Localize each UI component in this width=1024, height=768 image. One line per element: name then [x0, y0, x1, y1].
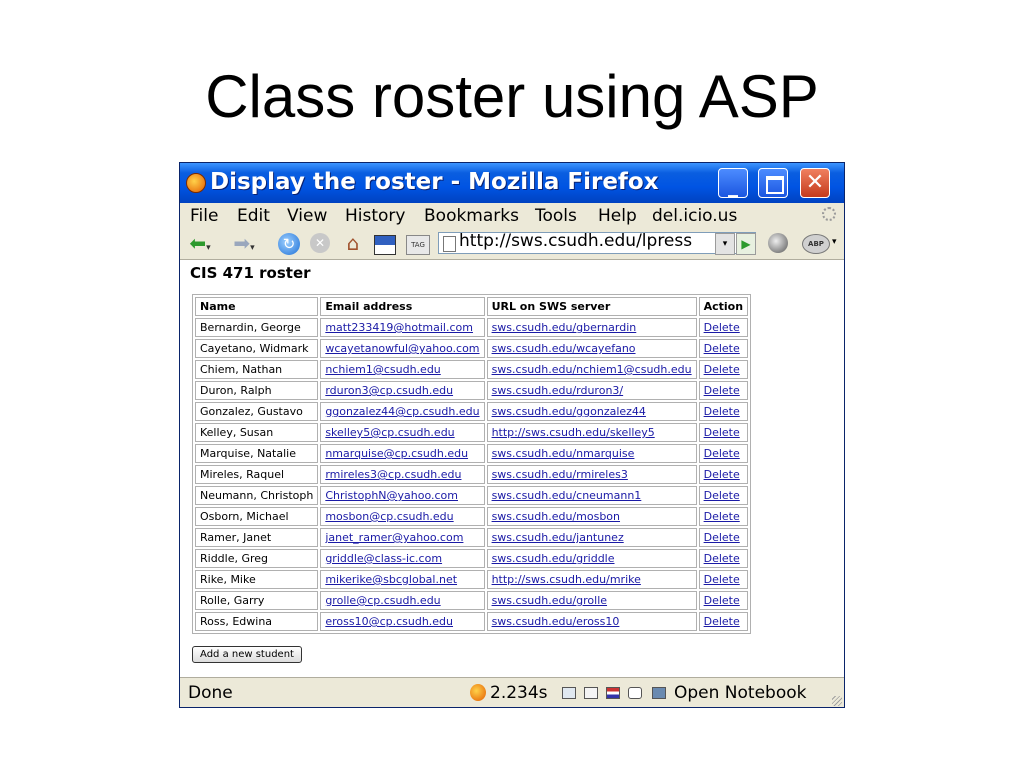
- cell-email-link[interactable]: nchiem1@csudh.edu: [320, 360, 484, 379]
- table-row: [195, 549, 748, 568]
- page-icon: [443, 236, 456, 252]
- delete-link[interactable]: Delete: [699, 423, 748, 442]
- delete-link[interactable]: Delete: [699, 507, 748, 526]
- bookmark-icon[interactable]: [374, 235, 396, 255]
- table-row: [195, 612, 748, 631]
- table-row: [195, 570, 748, 589]
- home-icon[interactable]: ⌂: [346, 231, 360, 255]
- resize-grip-icon[interactable]: [832, 696, 842, 706]
- menu-tools[interactable]: Tools: [535, 206, 577, 226]
- menu-file[interactable]: File: [190, 206, 219, 226]
- browser-window: [179, 162, 845, 708]
- cell-name: Kelley, Susan: [195, 423, 318, 442]
- column-header-action: Action: [699, 297, 748, 316]
- maximize-button[interactable]: [758, 168, 788, 198]
- table-row: [195, 339, 748, 358]
- delete-link[interactable]: Delete: [699, 402, 748, 421]
- title-bar[interactable]: [180, 163, 844, 203]
- page-content: [180, 260, 844, 677]
- reload-icon[interactable]: ↻: [278, 233, 300, 255]
- delete-link[interactable]: Delete: [699, 360, 748, 379]
- cell-url-link[interactable]: sws.csudh.edu/mosbon: [487, 507, 697, 526]
- delete-link[interactable]: Delete: [699, 465, 748, 484]
- cell-url-link[interactable]: sws.csudh.edu/ggonzalez44: [487, 402, 697, 421]
- table-row: [195, 591, 748, 610]
- cell-email-link[interactable]: matt233419@hotmail.com: [320, 318, 484, 337]
- cell-email-link[interactable]: mosbon@cp.csudh.edu: [320, 507, 484, 526]
- cell-url-link[interactable]: http://sws.csudh.edu/mrike: [487, 570, 697, 589]
- cell-name: Mireles, Raquel: [195, 465, 318, 484]
- cell-url-link[interactable]: sws.csudh.edu/nchiem1@csudh.edu: [487, 360, 697, 379]
- delete-link[interactable]: Delete: [699, 339, 748, 358]
- cell-url-link[interactable]: sws.csudh.edu/griddle: [487, 549, 697, 568]
- cell-email-link[interactable]: grolle@cp.csudh.edu: [320, 591, 484, 610]
- tag-icon[interactable]: TAG: [406, 235, 430, 255]
- table-header-row: [195, 297, 748, 316]
- menu-edit[interactable]: Edit: [237, 206, 270, 226]
- cell-name: Neumann, Christoph: [195, 486, 318, 505]
- notebook-icon[interactable]: [652, 687, 666, 699]
- menu-help[interactable]: Help: [598, 206, 637, 226]
- cell-name: Osborn, Michael: [195, 507, 318, 526]
- cell-email-link[interactable]: griddle@class-ic.com: [320, 549, 484, 568]
- open-notebook-link[interactable]: Open Notebook: [674, 683, 807, 703]
- url-input[interactable]: [438, 232, 756, 254]
- slide-title: Class roster using ASP: [205, 63, 819, 130]
- delete-link[interactable]: Delete: [699, 318, 748, 337]
- cell-email-link[interactable]: ChristophN@yahoo.com: [320, 486, 484, 505]
- stop-icon[interactable]: ✕: [310, 233, 330, 253]
- menu-delicious[interactable]: del.icio.us: [652, 206, 738, 226]
- cell-name: Cayetano, Widmark: [195, 339, 318, 358]
- cell-name: Bernardin, George: [195, 318, 318, 337]
- cell-url-link[interactable]: sws.csudh.edu/nmarquise: [487, 444, 697, 463]
- navigation-toolbar: [180, 229, 844, 260]
- cell-name: Ramer, Janet: [195, 528, 318, 547]
- window-title: Display the roster - Mozilla Firefox: [210, 169, 659, 195]
- cell-url-link[interactable]: http://sws.csudh.edu/skelley5: [487, 423, 697, 442]
- adblock-dropdown-icon[interactable]: ▾: [832, 237, 837, 247]
- status-text: Done: [188, 683, 233, 703]
- cell-email-link[interactable]: rduron3@cp.csudh.edu: [320, 381, 484, 400]
- cell-name: Gonzalez, Gustavo: [195, 402, 318, 421]
- delete-link[interactable]: Delete: [699, 612, 748, 631]
- status-bar: [180, 677, 844, 708]
- back-arrow-icon[interactable]: ⬅▾: [189, 231, 211, 255]
- adblock-icon[interactable]: ABP: [802, 234, 830, 254]
- cell-email-link[interactable]: skelley5@cp.csudh.edu: [320, 423, 484, 442]
- menu-history[interactable]: History: [345, 206, 406, 226]
- cell-email-link[interactable]: nmarquise@cp.csudh.edu: [320, 444, 484, 463]
- table-row: [195, 444, 748, 463]
- cell-name: Chiem, Nathan: [195, 360, 318, 379]
- menu-view[interactable]: View: [287, 206, 328, 226]
- minimize-button[interactable]: _: [718, 168, 748, 198]
- delete-link[interactable]: Delete: [699, 528, 748, 547]
- table-row: [195, 402, 748, 421]
- table-row: [195, 381, 748, 400]
- cell-email-link[interactable]: janet_ramer@yahoo.com: [320, 528, 484, 547]
- cell-email-link[interactable]: mikerike@sbcglobal.net: [320, 570, 484, 589]
- cell-email-link[interactable]: eross10@cp.csudh.edu: [320, 612, 484, 631]
- cell-url-link[interactable]: sws.csudh.edu/rmireles3: [487, 465, 697, 484]
- delete-link[interactable]: Delete: [699, 381, 748, 400]
- cell-url-link[interactable]: sws.csudh.edu/eross10: [487, 612, 697, 631]
- cell-url-link[interactable]: sws.csudh.edu/cneumann1: [487, 486, 697, 505]
- table-row: [195, 318, 748, 337]
- menu-bookmarks[interactable]: Bookmarks: [424, 206, 519, 226]
- go-arrow-icon[interactable]: ▶: [736, 233, 756, 255]
- table-row: [195, 360, 748, 379]
- table-row: [195, 528, 748, 547]
- roster-table: [192, 294, 751, 634]
- throbber-icon: [822, 207, 836, 221]
- url-text: http://sws.csudh.edu/lpress: [459, 232, 693, 251]
- cell-url-link[interactable]: sws.csudh.edu/rduron3/: [487, 381, 697, 400]
- extension-icon[interactable]: [768, 233, 788, 253]
- delete-link[interactable]: Delete: [699, 549, 748, 568]
- cell-email-link[interactable]: rmireles3@cp.csudh.edu: [320, 465, 484, 484]
- column-header-name: Name: [195, 297, 318, 316]
- column-header-url: URL on SWS server: [487, 297, 697, 316]
- cell-name: Marquise, Natalie: [195, 444, 318, 463]
- flag-icon[interactable]: [606, 687, 620, 699]
- cell-email-link[interactable]: wcayetanowful@yahoo.com: [320, 339, 484, 358]
- cell-url-link[interactable]: sws.csudh.edu/jantunez: [487, 528, 697, 547]
- column-header-email: Email address: [320, 297, 484, 316]
- close-button[interactable]: ✕: [800, 168, 830, 198]
- menu-bar: [180, 203, 844, 229]
- timer-icon: [470, 684, 486, 701]
- table-row: [195, 507, 748, 526]
- delete-link[interactable]: Delete: [699, 591, 748, 610]
- chat-icon[interactable]: [628, 687, 642, 699]
- roster-body: [195, 318, 748, 631]
- cell-url-link[interactable]: sws.csudh.edu/grolle: [487, 591, 697, 610]
- table-row: [195, 486, 748, 505]
- forward-arrow-icon[interactable]: ➡▾: [233, 231, 255, 255]
- add-student-button[interactable]: Add a new student: [192, 646, 302, 663]
- cell-name: Ross, Edwina: [195, 612, 318, 631]
- maximize-icon: [766, 176, 784, 194]
- url-dropdown-icon[interactable]: ▾: [715, 233, 735, 255]
- delete-link[interactable]: Delete: [699, 444, 748, 463]
- cell-name: Rike, Mike: [195, 570, 318, 589]
- delete-link[interactable]: Delete: [699, 570, 748, 589]
- cell-url-link[interactable]: sws.csudh.edu/gbernardin: [487, 318, 697, 337]
- cell-name: Duron, Ralph: [195, 381, 318, 400]
- firefox-logo-icon: [186, 173, 206, 193]
- cell-name: Riddle, Greg: [195, 549, 318, 568]
- cell-email-link[interactable]: ggonzalez44@cp.csudh.edu: [320, 402, 484, 421]
- roster-title: CIS 471 roster: [190, 264, 311, 282]
- cell-name: Rolle, Garry: [195, 591, 318, 610]
- status-icon-1[interactable]: [562, 687, 576, 699]
- cell-url-link[interactable]: sws.csudh.edu/wcayefano: [487, 339, 697, 358]
- load-time: 2.234s: [490, 683, 548, 703]
- table-row: [195, 465, 748, 484]
- table-row: [195, 423, 748, 442]
- status-icon-2[interactable]: [584, 687, 598, 699]
- delete-link[interactable]: Delete: [699, 486, 748, 505]
